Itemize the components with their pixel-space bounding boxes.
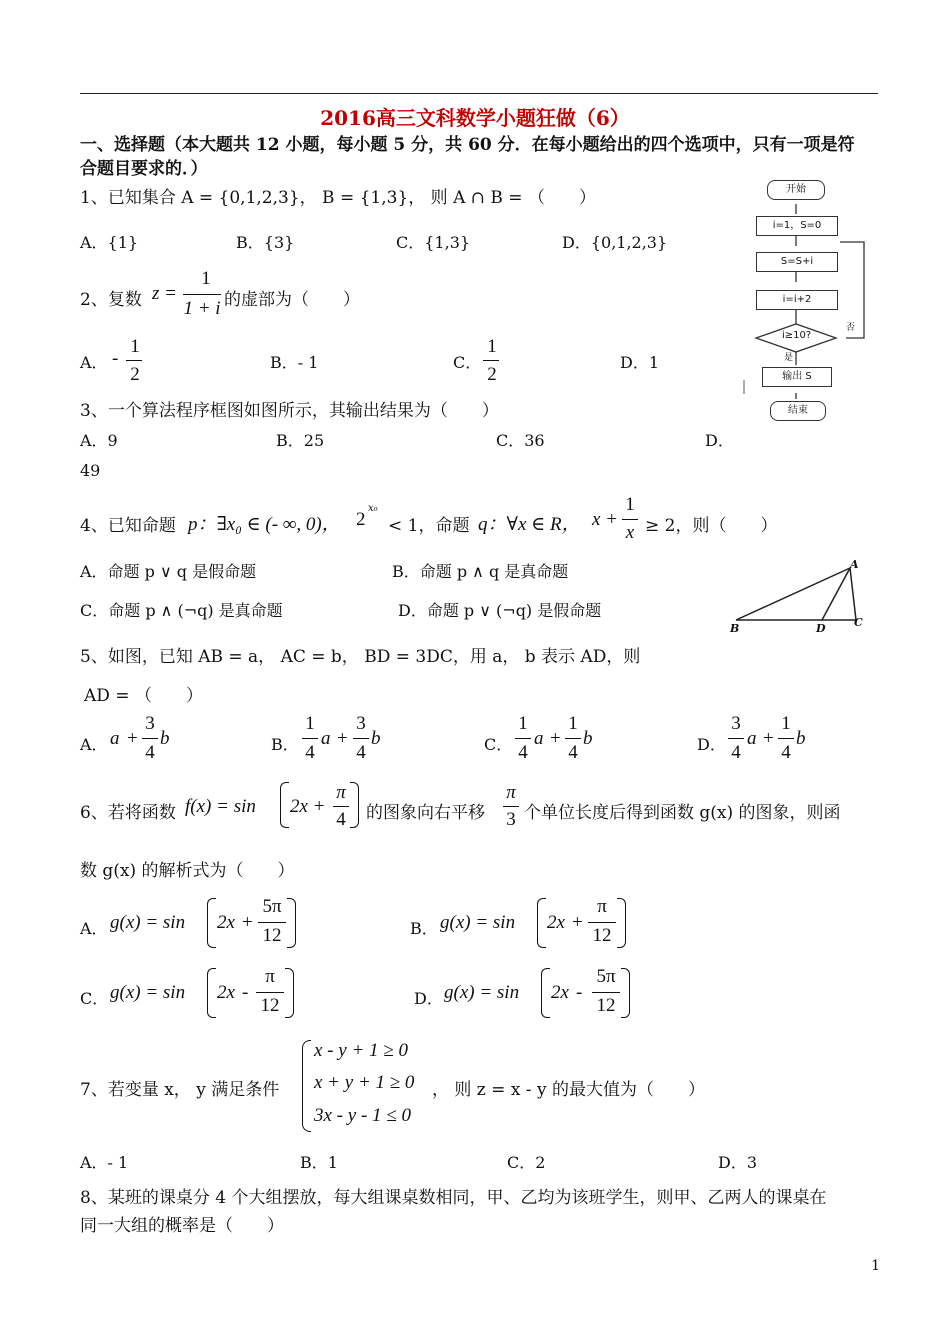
- q2-option-a-num: 1: [130, 336, 140, 357]
- q4-option-a: A．命题 p ∨ q 是假命题: [80, 562, 257, 581]
- q1-option-d: D．{0,1,2,3}: [562, 233, 668, 252]
- q3-option-c: C．36: [496, 431, 545, 450]
- q5-option-b-op: +: [337, 728, 348, 749]
- q6-inner: 2x +: [290, 796, 326, 817]
- q2-option-a-sign: -: [112, 348, 119, 369]
- q2-z: z =: [152, 283, 177, 304]
- q6-option-b-num: π: [597, 896, 607, 917]
- q6-option-c-num: π: [265, 966, 275, 987]
- q5-option-c-term2: b: [583, 728, 593, 749]
- q4-prefix: 4、已知命题: [80, 516, 176, 536]
- q6-option-a-num: 5π: [262, 896, 282, 917]
- q5-option-b-d2: 4: [356, 742, 366, 763]
- q5-option-d-term2: b: [796, 728, 806, 749]
- q5-stem: 5、如图，已知 AB = a， AC = b， BD = 3DC，用 a， b 表示 AD，则: [80, 647, 641, 667]
- q4-option-b: B．命题 p ∧ q 是真命题: [392, 562, 569, 581]
- q5-option-a-c2: 3: [145, 713, 155, 734]
- flowchart-no-label: 否: [846, 323, 856, 333]
- flowchart-increment: i=i+2: [756, 290, 838, 310]
- flowchart-figure: [742, 172, 870, 426]
- q2-option-c-label: C．: [453, 353, 482, 372]
- q5-option-c-c2: 1: [568, 713, 578, 734]
- q4-fraction-bar: [622, 519, 638, 520]
- page-number: 1: [871, 1258, 880, 1274]
- flowchart-output: 输出 S: [762, 367, 832, 387]
- q7-constraint-2: x + y + 1 ≥ 0: [314, 1072, 415, 1093]
- q6-option-a-lparen: [207, 898, 216, 948]
- q6-option-c-rparen: [285, 968, 294, 1018]
- q4-power-exponent: x₀: [368, 503, 378, 514]
- q5-option-b-label: B．: [271, 735, 299, 754]
- q6-option-d-den: 12: [596, 995, 616, 1016]
- triangle-label-a: A: [850, 558, 859, 571]
- q5-option-b-c2: 3: [356, 713, 366, 734]
- triangle-label-c: C: [854, 616, 863, 629]
- q5-option-d-label: D．: [697, 735, 726, 754]
- q5-option-c-bar1: [515, 738, 531, 739]
- q5-option-d-term1: a: [747, 728, 757, 749]
- q6-pi-num: π: [336, 782, 346, 803]
- q4-option-c: C．命题 p ∧ (¬q) 是真命题: [80, 601, 283, 620]
- q6-option-a-label: A．: [80, 919, 108, 938]
- flowchart-sum: S=S+i: [756, 252, 838, 272]
- q2-suffix: 的虚部为（ ）: [224, 290, 360, 310]
- q6-line2: 数 g(x) 的解析式为（ ）: [80, 861, 295, 881]
- q5-option-c-d1: 4: [518, 742, 528, 763]
- q4-p-statement: p：∃x₀ ∈ (- ∞, 0)，: [188, 514, 341, 535]
- q5-option-a-op: +: [127, 728, 138, 749]
- q6-option-b-2x: 2x: [547, 912, 565, 933]
- triangle-label-b: B: [730, 622, 740, 635]
- q4-numerator: 1: [625, 494, 635, 515]
- q2-option-b: B．- 1: [270, 353, 319, 372]
- q6-option-d-lparen: [541, 968, 550, 1018]
- q6-option-d-rparen: [621, 968, 630, 1018]
- q3-stem: 3、一个算法程序框图如图所示，其输出结果为（ ）: [80, 401, 499, 421]
- q4-option-d: D．命题 p ∨ (¬q) 是假命题: [398, 601, 602, 620]
- q6-shift-three: 3: [506, 809, 516, 830]
- q5-option-b-bar1: [302, 738, 318, 739]
- q1-option-c: C．{1,3}: [396, 233, 471, 252]
- q5-option-c-op: +: [550, 728, 561, 749]
- q5-option-a-d2: 4: [145, 742, 155, 763]
- q6-option-a-sign: +: [242, 912, 253, 933]
- q3-option-d-value: 49: [80, 461, 101, 480]
- q2-option-a-label: A．: [80, 353, 108, 372]
- q5-option-d-bar2: [778, 738, 794, 739]
- q5-option-d-d2: 4: [781, 742, 791, 763]
- q2-denominator: 1 + i: [183, 298, 221, 319]
- triangle-figure: [728, 558, 878, 638]
- flowchart-yes-label: 是: [784, 353, 794, 363]
- q5-option-d-op: +: [763, 728, 774, 749]
- q6-left-paren: [280, 782, 289, 828]
- flowchart-end: 结束: [770, 401, 826, 421]
- q2-fraction-bar: [183, 294, 221, 295]
- q6-option-c-label: C．: [80, 989, 109, 1008]
- q6-suffix: 个单位长度后得到函数 g(x) 的图象，则函: [524, 803, 841, 823]
- q6-option-c-den: 12: [260, 995, 280, 1016]
- q6-option-c-gx: g(x) = sin: [110, 982, 186, 1003]
- flowchart-condition: i≥10?: [782, 330, 812, 341]
- q5-option-b-d1: 4: [305, 742, 315, 763]
- q4-inequality: < 1，命题: [388, 516, 470, 536]
- q2-option-a-bar: [126, 360, 142, 361]
- triangle-label-d: D: [816, 622, 826, 635]
- q6-option-c-2x: 2x: [217, 982, 235, 1003]
- q5-stem-line2: AD = （ ）: [84, 686, 203, 706]
- q5-option-a-term2: b: [160, 728, 170, 749]
- q6-option-a-rparen: [287, 898, 296, 948]
- q6-option-c-bar: [256, 992, 284, 993]
- q5-option-c-term1: a: [534, 728, 544, 749]
- q5-option-b-bar2: [353, 738, 369, 739]
- q6-shift-pi: π: [506, 782, 516, 803]
- q8-line2: 同一大组的概率是（ ）: [80, 1216, 284, 1236]
- q7-option-d: D．3: [718, 1153, 758, 1172]
- flowchart-init: i=1，S=0: [756, 216, 838, 236]
- q8-line1: 8、某班的课桌分 4 个大组摆放，每大组课桌数相同，甲、乙均为该班学生，则甲、乙两人的课桌在: [80, 1188, 827, 1208]
- q5-option-c-label: C．: [484, 735, 513, 754]
- q5-option-b-term1: a: [321, 728, 331, 749]
- q6-option-d-num: 5π: [596, 966, 616, 987]
- q5-option-c-c1: 1: [518, 713, 528, 734]
- q7-brace: [302, 1040, 311, 1132]
- q6-option-d-label: D．: [414, 989, 443, 1008]
- q2-numerator: 1: [201, 268, 211, 289]
- q7-suffix: ， 则 z = x - y 的最大值为（ ）: [432, 1080, 705, 1100]
- section-heading-line1: 一、选择题（本大题共 12 小题，每小题 5 分，共 60 分．在每小题给出的四个选项中，只有一项是符: [80, 135, 855, 155]
- q2-option-a-den: 2: [130, 364, 140, 385]
- q6-option-d-sign: -: [576, 982, 583, 1003]
- q4-x-plus: x +: [592, 509, 619, 530]
- q2-option-c-num: 1: [487, 336, 497, 357]
- q7-constraint-3: 3x - y - 1 ≤ 0: [314, 1105, 411, 1126]
- q5-option-d-c1: 3: [731, 713, 741, 734]
- header-rule: [80, 93, 878, 94]
- q6-option-b-gx: g(x) = sin: [440, 912, 516, 933]
- q6-option-a-2x: 2x: [217, 912, 235, 933]
- q6-right-paren: [350, 782, 359, 828]
- q4-ge-then: ≥ 2，则（ ）: [645, 516, 778, 536]
- q2-prefix: 2、复数: [80, 290, 142, 310]
- q7-option-c: C．2: [507, 1153, 546, 1172]
- q2-option-c-bar: [483, 360, 499, 361]
- q6-option-b-rparen: [617, 898, 626, 948]
- q6-frac-bar: [333, 806, 349, 807]
- q6-shift-bar: [503, 806, 519, 807]
- q6-option-d-2x: 2x: [551, 982, 569, 1003]
- q6-shift-text: 的图象向右平移: [366, 803, 485, 823]
- q6-option-b-label: B．: [410, 919, 438, 938]
- q5-option-b-term2: b: [371, 728, 381, 749]
- q6-option-a-den: 12: [262, 925, 282, 946]
- q7-option-a: A．- 1: [80, 1153, 129, 1172]
- q6-option-d-bar: [592, 992, 620, 993]
- q6-option-b-den: 12: [592, 925, 612, 946]
- q6-option-a-bar: [258, 922, 286, 923]
- q2-option-c-den: 2: [487, 364, 497, 385]
- q6-option-c-lparen: [207, 968, 216, 1018]
- q5-option-a-label: A．: [80, 735, 108, 754]
- q3-option-d: D．: [705, 431, 734, 450]
- q5-option-c-bar2: [565, 738, 581, 739]
- q6-option-c-sign: -: [242, 982, 249, 1003]
- section-heading-line2: 合题目要求的．）: [80, 159, 208, 179]
- q6-function: f(x) = sin: [185, 796, 256, 817]
- q4-denominator: x: [625, 522, 635, 543]
- q6-prefix: 6、若将函数: [80, 803, 176, 823]
- page-title: 2016高三文科数学小题狂做（6）: [320, 106, 630, 130]
- q5-option-b-c1: 1: [305, 713, 315, 734]
- q4-q-statement: q：∀x ∈ R，: [478, 514, 581, 535]
- q1-option-a: A．{1}: [80, 233, 139, 252]
- q1-option-b: B．{3}: [236, 233, 295, 252]
- q3-option-a: A．9: [80, 431, 118, 450]
- q2-option-d: D．1: [620, 353, 660, 372]
- q6-option-b-sign: +: [572, 912, 583, 933]
- q5-option-c-d2: 4: [568, 742, 578, 763]
- q6-option-b-bar: [588, 922, 616, 923]
- q6-option-b-lparen: [537, 898, 546, 948]
- q1-stem: 1、已知集合 A = {0,1,2,3}， B = {1,3}， 则 A ∩ B = （ ）: [80, 188, 596, 208]
- q4-power-base: 2: [356, 509, 366, 530]
- flowchart-start: 开始: [767, 180, 825, 200]
- q3-option-b: B．25: [276, 431, 325, 450]
- q5-option-d-d1: 4: [731, 742, 741, 763]
- q5-option-a-bar: [142, 738, 158, 739]
- q7-option-b: B．1: [300, 1153, 338, 1172]
- q6-four: 4: [336, 809, 346, 830]
- q7-prefix: 7、若变量 x， y 满足条件: [80, 1080, 280, 1100]
- q6-option-d-gx: g(x) = sin: [444, 982, 520, 1003]
- q5-option-d-c2: 1: [781, 713, 791, 734]
- q6-option-a-gx: g(x) = sin: [110, 912, 186, 933]
- q5-option-d-bar1: [728, 738, 744, 739]
- q7-constraint-1: x - y + 1 ≥ 0: [314, 1040, 408, 1061]
- q5-option-a-term1: a: [110, 728, 120, 749]
